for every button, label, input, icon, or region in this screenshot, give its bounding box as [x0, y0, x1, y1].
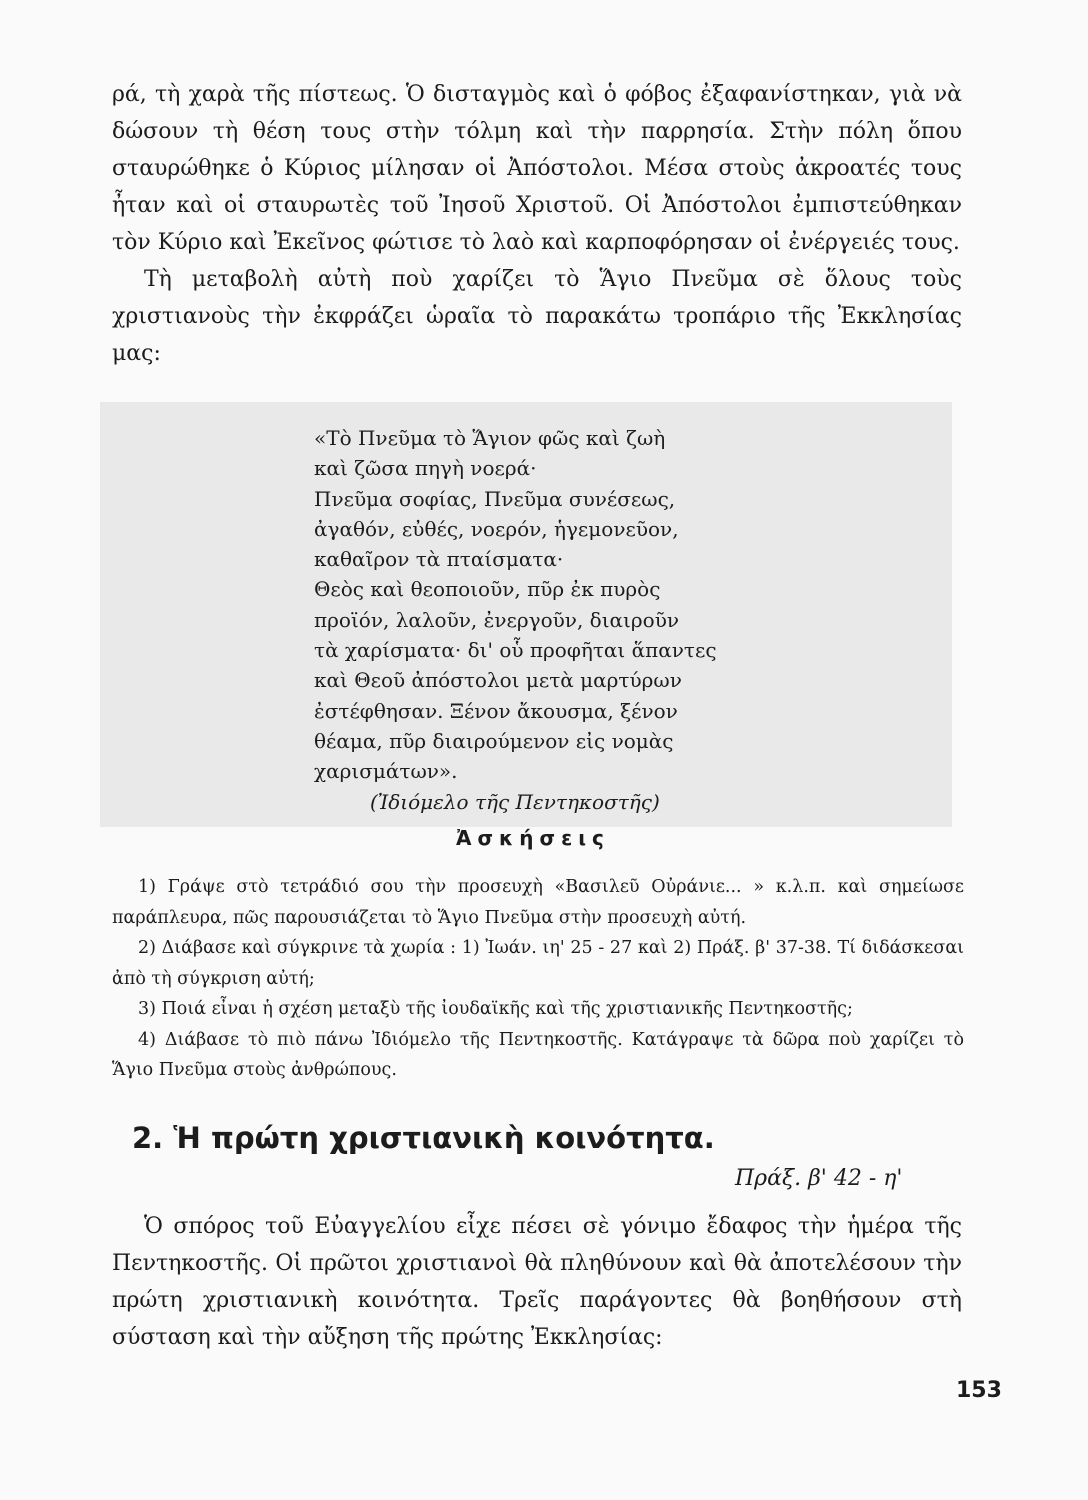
hymn-line: θέαμα, πῦρ διαιρούμενον εἰς νομὰς — [314, 728, 674, 753]
hymn-quote — [314, 423, 834, 817]
paragraph-transformation: Τὴ μεταβολὴ αὐτὴ ποὺ χαρίζει τὸ Ἅγιο Πνεῦμα σὲ ὅλους τοὺς χριστιανοὺς τὴν ἐκφράζει ὡραῖα τὸ παρακάτω τροπάριο τῆς Ἐκκλησίας μας: — [112, 267, 962, 366]
page-number: 153 — [956, 1378, 1002, 1403]
hymn-line: καὶ ζῶσα πηγὴ νοερά· — [314, 456, 537, 481]
hymn-line: καθαῖρον τὰ πταίσματα· — [314, 547, 564, 572]
hymn-line: «Τὸ Πνεῦμα τὸ Ἅγιον φῶς καὶ ζωὴ — [314, 426, 666, 450]
exercise-item: 4) Διάβασε τὸ πιὸ πάνω Ἰδιόμελο τῆς Πεντηκοστῆς. Κατάγραψε τὰ δῶρα ποὺ χαρίζει τὸ Ἅγιο Πνεῦμα στοὺς ἀνθρώπους. — [112, 1029, 964, 1080]
exercise-item: 1) Γράψε στὸ τετράδιό σου τὴν προσευχὴ «Βασιλεῦ Οὐράνιε... » κ.λ.π. καὶ σημείωσε παράπλευρα, πῶς παρουσιάζεται τὸ Ἅγιο Πνεῦμα στὴν προσευχὴ αὐτή. — [112, 877, 964, 928]
paragraph-community: Ὁ σπόρος τοῦ Εὐαγγελίου εἶχε πέσει σὲ γόνιμο ἔδαφος τὴν ἡμέρα τῆς Πεντηκοστῆς. Οἱ πρῶτοι χριστιανοὶ θὰ πληθύνουν καὶ θὰ ἀποτελέσουν τὴν πρώτη χριστιανικὴ κοινότητα. Τρεῖς παράγοντες θὰ βοηθήσουν στὴ σύσταση καὶ τὴν αὔξηση τῆς πρώτης Ἐκκλησίας: — [112, 1214, 962, 1350]
hymn-line: τὰ χαρίσματα· δι' οὗ προφῆται ἅπαντες — [314, 638, 717, 663]
intro-text — [112, 76, 962, 372]
exercise-item: 2) Διάβασε καὶ σύγκρινε τὰ χωρία : 1) Ἰωάν. ιη' 25 - 27 καὶ 2) Πράξ. β' 37-38. Τί διδάσκεσαι ἀπὸ τὴ σύγκριση αὐτή; — [112, 938, 964, 989]
exercise-item: 3) Ποιά εἶναι ἡ σχέση μεταξὺ τῆς ἰουδαϊκῆς καὶ τῆς χριστιανικῆς Πεντηκοστῆς; — [138, 999, 853, 1019]
section-title: 2. Ἡ πρώτη χριστιανικὴ κοινότητα. — [132, 1121, 715, 1155]
hymn-line: Πνεῦμα σοφίας, Πνεῦμα συνέσεως, — [314, 486, 676, 511]
hymn-line: προϊόν, λαλοῦν, ἐνεργοῦν, διαιροῦν — [314, 607, 680, 632]
hymn-line: Θεὸς καὶ θεοποιοῦν, πῦρ ἐκ πυρὸς — [314, 577, 661, 602]
hymn-source: (Ἰδιόμελο τῆς Πεντηκοστῆς) — [370, 789, 660, 814]
hymn-line: χαρισμάτων». — [314, 759, 458, 784]
hymn-line: καὶ Θεοῦ ἀπόστολοι μετὰ μαρτύρων — [314, 668, 682, 693]
exercises-list — [112, 872, 964, 1086]
exercises-heading: Ἀσκήσεις — [456, 826, 610, 850]
section-reference: Πράξ. β' 42 - η' — [735, 1166, 903, 1191]
hymn-line: ἀγαθόν, εὐθές, νοερόν, ἡγεμονεῦον, — [314, 516, 679, 541]
paragraph-faith: ρά, τὴ χαρὰ τῆς πίστεως. Ὁ δισταγμὸς καὶ ὁ φόβος ἐξαφανίστηκαν, γιὰ νὰ δώσουν τὴ θέση τους στὴν τόλμη καὶ τὴν παρρησία. Στὴν πόλη ὅπου σταυρώθηκε ὁ Κύριος μίλησαν οἱ Ἀπόστολοι. Μέσα στοὺς ἀκροατές τους ἦταν καὶ οἱ σταυρωτὲς τοῦ Ἰησοῦ Χριστοῦ. Οἱ Ἀπόστολοι ἐμπιστεύθηκαν τὸν Κύριο καὶ Ἐκεῖνος φώτισε τὸ λαὸ καὶ καρποφόρησαν οἱ ἐνέργειές τους. — [112, 82, 962, 255]
section-text — [112, 1208, 962, 1356]
hymn-line: ἐστέφθησαν. Ξένον ἄκουσμα, ξένον — [314, 698, 678, 723]
